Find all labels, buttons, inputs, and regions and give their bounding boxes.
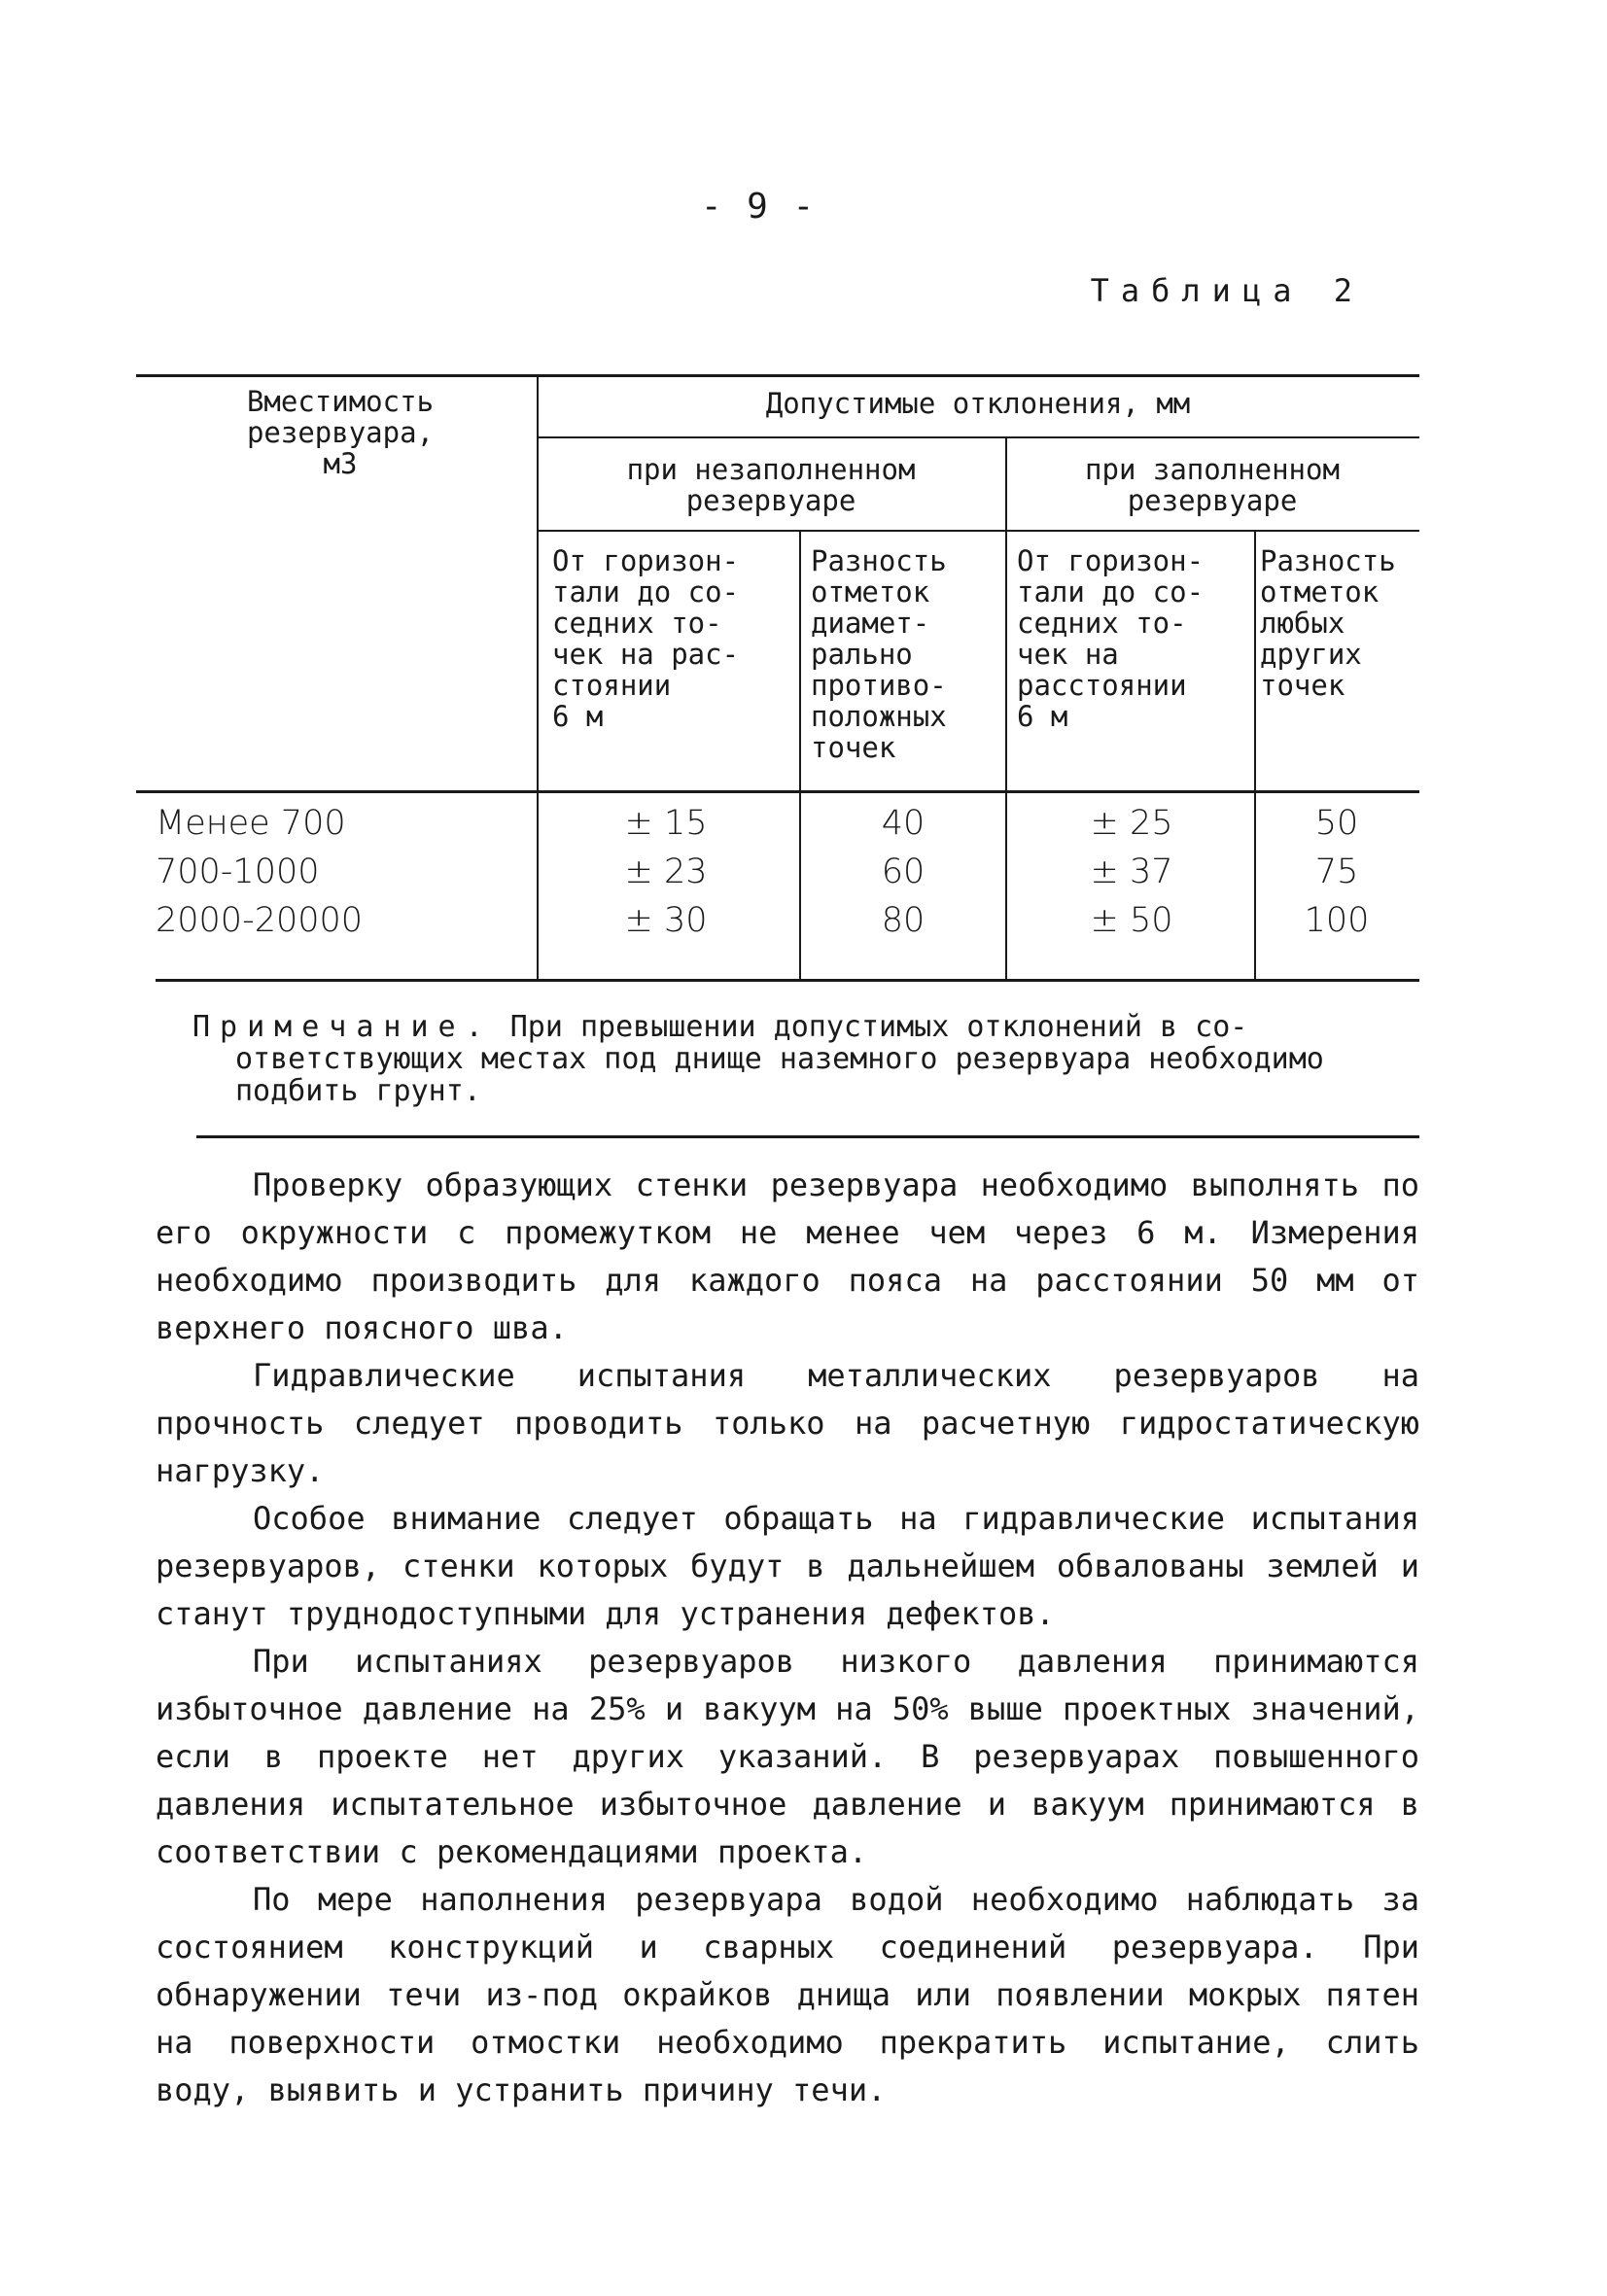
subheader-unfilled-diametral: Разность отметок диамет- рально противо- положных точек: [811, 544, 947, 764]
table-caption: Таблица 2: [1090, 272, 1364, 309]
group-header-rule: [537, 436, 1419, 438]
deviation-group-header: Допустимые отклонения, мм: [765, 387, 1191, 420]
filled-header: при заполненном резервуаре: [1085, 453, 1340, 517]
subheader-filled-horizontal: От горизон- тали до со- седних то- чек на расстоянии 6 м: [1017, 544, 1205, 733]
page-number: - 9 -: [700, 187, 817, 226]
paragraph-hydraulic-tests: Гидравлические испытания металлических резервуаров на прочность следует проводить только на расчетную гидростатическую нагрузку.: [156, 1357, 1419, 1489]
col-divider-4: [1254, 530, 1256, 979]
col-divider-3: [1005, 436, 1007, 979]
row-filled-other: 50: [1314, 804, 1359, 843]
row-capacity: Менее 700: [156, 804, 346, 843]
subheader-filled-other: Разность отметок любых других точек: [1260, 544, 1396, 702]
note-text-continuation: ответствующих местах под днище наземного резервуара необходимо подбить грунт.: [235, 1042, 1324, 1108]
paragraph-low-pressure: При испытаниях резервуаров низкого давления принимаются избыточное давление на 25% и вакуум на 50% выше проектных значений, если в проекте нет других указаний. В резервуарах повышенного давления испытательное избыточное давление и вакуум принимаются в соответствии с рекомендациями проекта.: [156, 1643, 1419, 1870]
row-filled-horizontal: ± 37: [1090, 852, 1173, 891]
col-divider-2: [799, 530, 801, 979]
paragraph-special-attention: Особое внимание следует обращать на гидравлические испытания резервуаров, стенки которых будут в дальнейшем обвалованы землей и станут труднодоступными для устранения дефектов.: [156, 1500, 1419, 1632]
row-unfilled-diametral: 60: [881, 852, 926, 891]
note-text-first-line: При превышении допустимых отклонений в со-: [492, 1010, 1248, 1044]
subheader-unfilled-horizontal: От горизон- тали до со- седних то- чек на рас- стоянии 6 м: [552, 544, 740, 733]
capacity-header: Вместимость резервуара, м3: [246, 385, 435, 480]
table-note: [192, 1011, 1476, 1107]
row-capacity: 700-1000: [156, 852, 320, 891]
deviation-table: [136, 374, 1419, 989]
row-unfilled-horizontal: ± 30: [624, 901, 708, 940]
table-top-rule: [136, 374, 1419, 377]
row-filled-horizontal: ± 25: [1090, 804, 1173, 843]
row-filled-horizontal: ± 50: [1090, 901, 1173, 940]
paragraph-filling-observation: По мере наполнения резервуара водой необходимо наблюдать за состоянием конструкций и сварных соединений резервуара. При обнаружении течи из-под окрайков днища или появлении мокрых пятен на поверхности отмостки необходимо прекратить испытание, слить воду, выявить и устранить причину течи.: [156, 1881, 1419, 2108]
row-unfilled-horizontal: ± 23: [624, 852, 708, 891]
row-unfilled-diametral: 80: [881, 901, 926, 940]
row-filled-other: 75: [1314, 852, 1359, 891]
row-unfilled-diametral: 40: [881, 804, 926, 843]
note-separator-rule: [196, 1135, 1419, 1138]
row-unfilled-horizontal: ± 15: [624, 804, 708, 843]
row-capacity: 2000-20000: [156, 901, 364, 940]
unfilled-header: при незаполненном резервуаре: [626, 453, 916, 517]
paragraph-wall-check: Проверку образующих стенки резервуара необходимо выполнять по его окружности с промежутком не менее чем через 6 м. Измерения необходимо производить для каждого пояса на расстоянии 50 мм от верхнего поясного шва.: [156, 1166, 1419, 1346]
subgroup-header-rule: [537, 530, 1419, 532]
note-label: Примечание.: [192, 1010, 493, 1044]
body-text: [156, 1162, 1419, 2114]
row-filled-other: 100: [1304, 901, 1370, 940]
header-bottom-rule: [136, 790, 1419, 793]
table-bottom-rule: [156, 979, 1419, 982]
